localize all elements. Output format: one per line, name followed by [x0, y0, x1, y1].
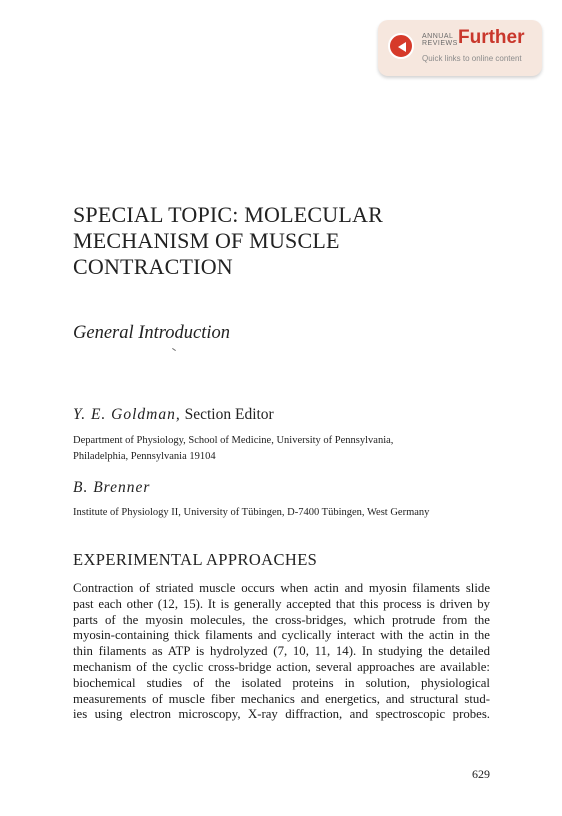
- body-paragraph: [73, 581, 490, 723]
- author-affiliation: [73, 433, 513, 465]
- body-line: mechanism of the cyclic cross-bridge action, several approaches are available:: [73, 659, 490, 674]
- title-line: CONTRACTION: [73, 254, 233, 279]
- annual-reviews-further-badge[interactable]: [378, 20, 542, 76]
- special-topic-title: [73, 202, 383, 280]
- body-line: measurements of muscle fiber mechanics and energetics, and structural stud-: [73, 691, 490, 706]
- back-arrow-icon: [388, 33, 414, 59]
- page-number: 629: [472, 767, 490, 781]
- body-line: past each other (12, 15). It is generally accepted that this process is driven by: [73, 596, 490, 611]
- body-line: thin filaments as ATP is hydrolyzed (7, 10, 11, 14). In studying the detailed: [73, 644, 490, 659]
- title-line: MECHANISM OF MUSCLE: [73, 228, 340, 253]
- author-name: B. Brenner: [73, 479, 151, 496]
- affiliation-line: Department of Physiology, School of Medicine, University of Pennsylvania,: [73, 435, 394, 446]
- body-line: myosin-containing thick filaments and cyclically interact with the actin in the: [73, 628, 490, 643]
- affiliation-line: Philadelphia, Pennsylvania 19104: [73, 451, 216, 462]
- body-line: biochemical studies of the isolated proteins in solution, physiological: [73, 675, 490, 690]
- body-line: ies using electron microscopy, X-ray diffraction, and spectroscopic probes.: [73, 707, 490, 722]
- annual-reviews-logo-text: [422, 33, 458, 47]
- author-brenner: [73, 479, 150, 497]
- stray-mark: [172, 348, 176, 351]
- title-line: SPECIAL TOPIC: MOLECULAR: [73, 202, 383, 227]
- section-title: General Introduction: [73, 323, 231, 343]
- author-name: Y. E. Goldman,: [73, 406, 181, 423]
- body-line: Contraction of striated muscle occurs when actin and myosin filaments slide: [73, 581, 490, 595]
- body-line: parts of the myosin molecules, the cross-bridges, which protrude from the: [73, 612, 490, 627]
- author-role: Section Editor: [184, 406, 274, 423]
- section-heading: EXPERIMENTAL APPROACHES: [73, 550, 318, 569]
- badge-reviews-text: REVIEWS: [422, 40, 458, 47]
- badge-further-label: Further: [458, 27, 525, 48]
- badge-annual-text: ANNUAL: [422, 33, 454, 40]
- affiliation-line: Institute of Physiology II, University of Tübingen, D-7400 Tübingen, West Germany: [73, 507, 430, 518]
- badge-subtitle: Quick links to online content: [422, 54, 522, 63]
- author-affiliation: [73, 505, 513, 521]
- author-goldman: [73, 406, 274, 424]
